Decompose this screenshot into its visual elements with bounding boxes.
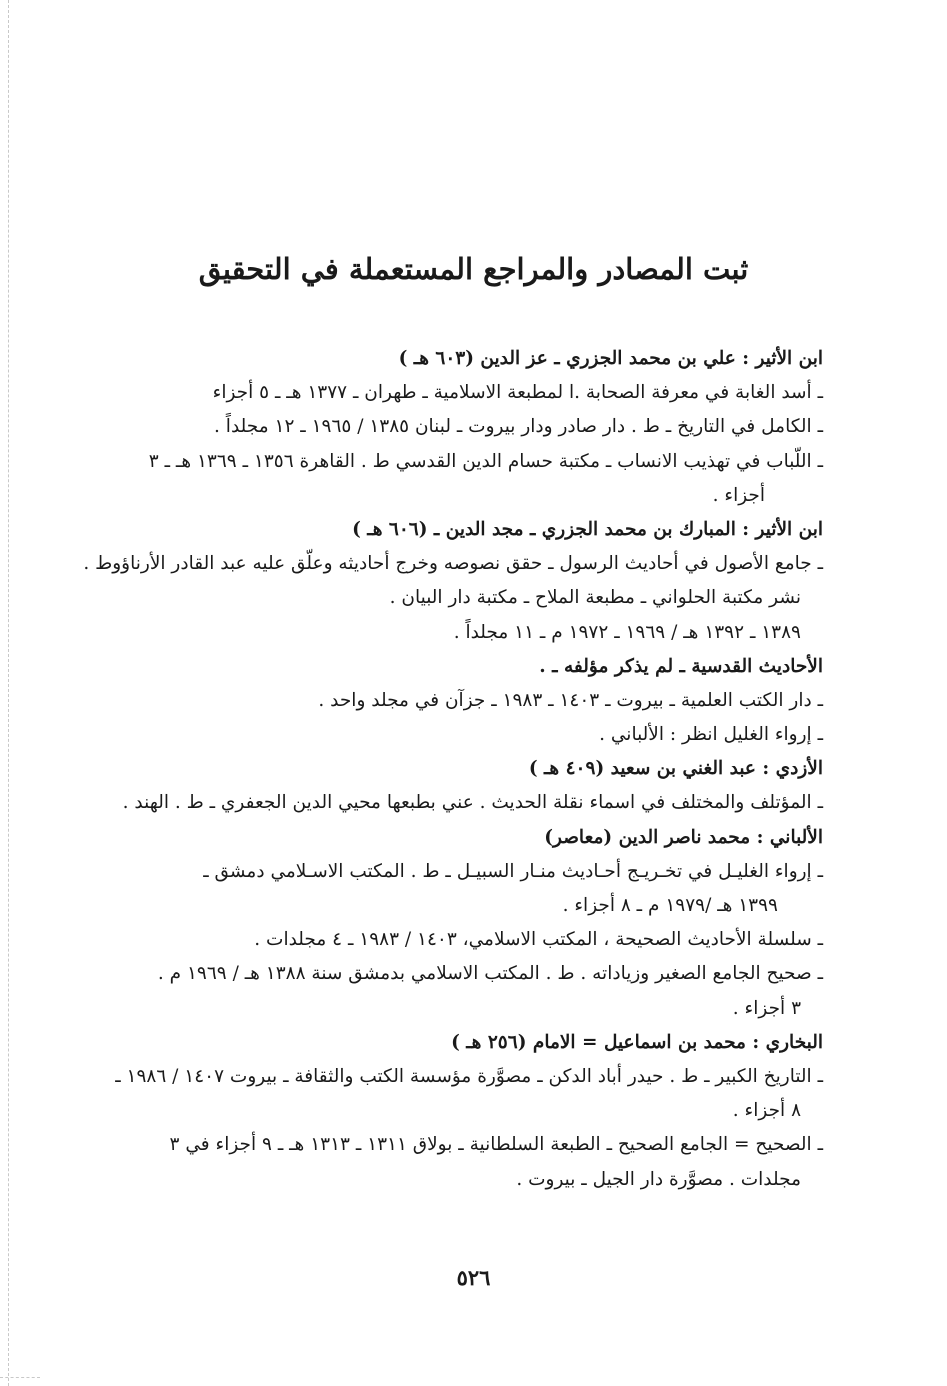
book-entry: ـ صحيح الجامع الصغير وزياداته . ط . المكتب الاسلامي بدمشق سنة ١٣٨٨ هـ / ١٩٦٩ م .: [157, 963, 823, 985]
book-entry-continuation: ١٣٩٩ هـ /١٩٧٩ م ـ ٨ أجزاء .: [562, 895, 778, 916]
book-entry-continuation: نشر مكتبة الحلواني ـ مطبعة الملاح ـ مكتبة دار البيان .: [389, 587, 801, 609]
book-entry: ـ أسد الغابة في معرفة الصحابة .ا لمطبعة الاسلامية ـ طهران ـ ١٣٧٧ هـ ـ ٥ أجزاء: [212, 382, 823, 404]
book-entry: ـ جامع الأصول في أحاديث الرسول ـ حقق نصوصه وخرج أحاديثه وعلّق عليه عبد القادر الأرناؤوط .: [83, 553, 823, 575]
book-entry: ـ دار الكتب العلمية ـ بيروت ـ ١٤٠٣ ـ ١٩٨٣ ـ جزآن في مجلد واحد .: [318, 689, 823, 711]
author-entry: ابن الأثير : علي بن محمد الجزري ـ عز الدين (٦٠٣ هـ ): [398, 348, 823, 369]
author-entry: الأزدي : عبد الغني بن سعيد (٤٠٩ هـ ): [528, 758, 823, 780]
book-entry: ـ المؤتلف والمختلف في اسماء نقلة الحديث . عني بطبعها محيي الدين الجعفري ـ ط . الهند .: [122, 792, 823, 814]
book-entry: ـ الصحيح = الجامع الصحيح ـ الطبعة السلطانية ـ بولاق ١٣١١ ـ ١٣١٣ هـ ـ ٩ أجزاء في ٣: [169, 1134, 823, 1156]
book-entry: ـ الكامل في التاريخ ـ ط . دار صادر ودار بيروت ـ لبنان ١٣٨٥ / ١٩٦٥ ـ ١٢ مجلداً .: [214, 416, 823, 438]
book-entry-continuation: أجزاء .: [712, 484, 765, 506]
author-entry: ابن الأثير : المبارك بن محمد الجزري ـ مجد الدين ـ (٦٠٦ هـ ): [352, 518, 823, 540]
book-entry-continuation: مجلدات . مصوَّرة دار الجيل ـ بيروت .: [516, 1168, 801, 1190]
book-entry: ـ اللّباب في تهذيب الانساب ـ مكتبة حسام الدين القدسي ط . القاهرة ١٣٥٦ ـ ١٣٦٩ هـ ـ ٣: [148, 450, 823, 472]
book-entry: ـ التاريخ الكبير ـ ط . حيدر أباد الدكن ـ مصوَّرة مؤسسة الكتب والثقافة ـ بيروت ١٤٠٧ / ١٩٨٦ ـ: [115, 1065, 823, 1087]
book-entry: ـ إرواء الغليـل في تخـريـج أحـاديث منـار السبيـل ـ ط . المكتب الاسـلامي دمشق ـ: [203, 860, 823, 882]
book-entry: ـ إرواء الغليل انظر : الألباني .: [599, 724, 823, 746]
author-entry: البخاري : محمد بن اسماعيل = الامام (٢٥٦ هـ ): [451, 1031, 823, 1053]
page-number: ٥٢٦: [456, 1265, 491, 1290]
book-entry-continuation: ١٣٨٩ ـ ١٣٩٢ هـ / ١٩٦٩ ـ ١٩٧٢ م ـ ١١ مجلداً .: [453, 621, 801, 643]
page-title: ثبت المصادر والمراجع المستعملة في التحقيق: [198, 252, 749, 286]
book-entry-continuation: ٣ أجزاء .: [732, 997, 801, 1019]
author-entry: الألباني : محمد ناصر الدين (معاصر): [544, 826, 823, 848]
scan-edge-mark: [8, 0, 9, 1386]
book-entry-continuation: ٨ أجزاء .: [732, 1100, 801, 1122]
scan-bottom-mark: [0, 1377, 40, 1378]
book-entry: ـ سلسلة الأحاديث الصحيحة ، المكتب الاسلامي، ١٤٠٣ / ١٩٨٣ ـ ٤ مجلدات .: [254, 929, 823, 951]
bibliography-body: [80, 342, 823, 1197]
author-entry: الأحاديث القدسية ـ لم يذكر مؤلفه ـ .: [539, 655, 823, 677]
